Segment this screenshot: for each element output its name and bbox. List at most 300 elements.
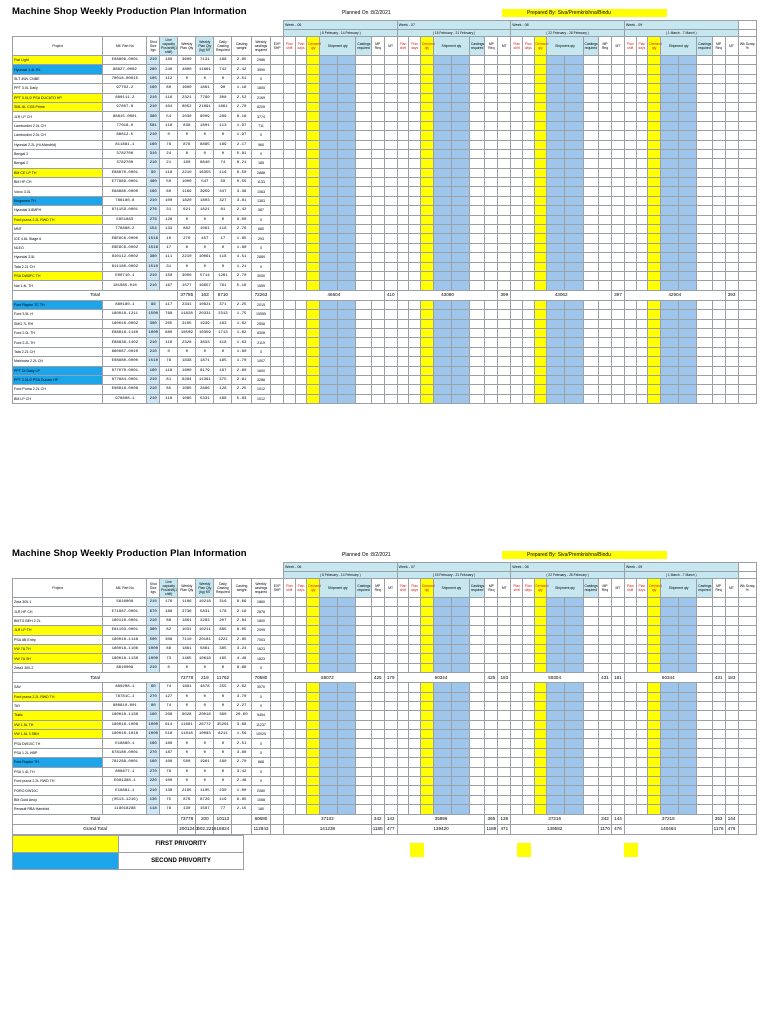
project-name: VW 7A TH <box>13 644 103 653</box>
week-cell <box>433 357 451 366</box>
weekly-plan-qty: 0 <box>178 767 196 776</box>
week-cell <box>371 692 384 701</box>
daily-casting: 308 <box>214 93 232 102</box>
daily-casting: 188 <box>214 56 232 65</box>
week-cell <box>356 243 371 252</box>
week-cell <box>284 711 296 720</box>
total-value: 60680 <box>251 814 270 824</box>
part-number: E081388-1 <box>103 777 147 786</box>
week-cell <box>469 366 484 375</box>
week-cell <box>648 805 661 814</box>
week-cell <box>295 84 307 93</box>
week-cell <box>384 607 397 616</box>
week-cell <box>712 758 725 767</box>
week-cell <box>636 140 648 149</box>
week-cell <box>611 225 624 234</box>
week-cell <box>599 149 612 158</box>
week-cell <box>648 663 661 672</box>
week-cell <box>511 328 523 337</box>
week-total-sub: 1170 <box>599 824 612 834</box>
casting-weight: 2.15 <box>232 805 251 814</box>
column-header: Weekly castings required <box>251 37 270 56</box>
casting-weight: 2.25 <box>232 300 251 309</box>
week-cell <box>371 225 384 234</box>
column-header: Project <box>13 37 103 56</box>
week-cell <box>284 607 296 616</box>
week-cell <box>611 375 624 384</box>
table-row <box>13 74 757 83</box>
week-cell <box>338 711 356 720</box>
week-cell <box>433 243 451 252</box>
table-row <box>13 319 757 328</box>
week-cell <box>469 777 484 786</box>
week-cell <box>284 626 296 635</box>
week-cell <box>371 112 384 121</box>
week-cell <box>433 347 451 356</box>
line-capacity: 10 <box>160 234 178 243</box>
week-cell <box>511 607 523 616</box>
scrap-cell <box>738 635 756 644</box>
week-sub-header: Castings required <box>356 579 371 598</box>
week-cell <box>295 394 307 403</box>
table-row <box>13 635 757 644</box>
week-cell <box>433 385 451 394</box>
week-cell <box>565 375 583 384</box>
daily-casting: 0 <box>214 692 232 701</box>
exp-shp <box>271 121 284 130</box>
week-cell <box>725 262 738 271</box>
weekly-plan-kg: 0 <box>196 767 214 776</box>
week-cell <box>451 758 469 767</box>
week-cell <box>583 253 598 262</box>
week-cell <box>511 692 523 701</box>
week-cell <box>611 635 624 644</box>
header-week-row <box>13 563 757 572</box>
week-cell <box>384 338 397 347</box>
scrap-cell <box>738 711 756 720</box>
week-cell <box>511 225 523 234</box>
week-cell <box>284 635 296 644</box>
week-cell <box>420 253 433 262</box>
week-cell <box>522 338 534 347</box>
week-cell <box>661 598 679 607</box>
week-cell <box>611 310 624 319</box>
total-value: 73778 <box>178 814 196 824</box>
week-cell <box>384 683 397 692</box>
week-cell <box>697 271 712 280</box>
week-cell <box>547 357 565 366</box>
week-cell <box>307 654 320 663</box>
week-cell <box>611 319 624 328</box>
week-cell <box>433 74 451 83</box>
week-cell <box>697 730 712 739</box>
week-cell <box>307 215 320 224</box>
week-cell <box>498 206 511 215</box>
week-cell <box>697 739 712 748</box>
shot-size: 210 <box>147 786 160 795</box>
week-cell <box>409 366 421 375</box>
week-cell <box>469 310 484 319</box>
legend-label: SECOND PRIVORITY <box>119 853 244 870</box>
part-number: 180018-1138 <box>103 711 147 720</box>
week-cell <box>636 711 648 720</box>
week-cell <box>661 131 679 140</box>
week-cell <box>433 683 451 692</box>
week-cell <box>679 102 697 111</box>
weekly-plan-qty: 621 <box>178 206 196 215</box>
week-cell <box>599 730 612 739</box>
week-cell <box>295 74 307 83</box>
week-cell <box>636 178 648 187</box>
week-cell <box>712 178 725 187</box>
column-header: Daily Casting Required <box>214 37 232 56</box>
week-total: 139582 <box>511 824 599 834</box>
week-cell <box>679 748 697 757</box>
daily-casting: 0 <box>214 748 232 757</box>
daily-casting: 371 <box>214 300 232 309</box>
table-row <box>13 777 757 786</box>
week-cell <box>583 102 598 111</box>
week-cell <box>397 616 409 625</box>
weekly-castings: 10555 <box>251 310 270 319</box>
week-cell <box>712 683 725 692</box>
table-row <box>13 795 757 804</box>
week-cell <box>371 598 384 607</box>
week-cell <box>712 121 725 130</box>
week-cell <box>295 748 307 757</box>
week-cell <box>712 635 725 644</box>
week-cell <box>284 168 296 177</box>
week-cell <box>338 394 356 403</box>
week-cell <box>320 140 338 149</box>
week-cell <box>547 243 565 252</box>
weekly-plan-qty: 130 <box>178 805 196 814</box>
table-row <box>13 767 757 776</box>
week-cell <box>420 663 433 672</box>
week-cell <box>547 168 565 177</box>
week-cell <box>511 805 523 814</box>
week-cell <box>679 758 697 767</box>
project-name: VW 1.5L TH <box>13 720 103 729</box>
week-cell <box>498 300 511 309</box>
week-cell <box>469 131 484 140</box>
week-cell <box>284 112 296 121</box>
scrap-cell <box>738 215 756 224</box>
casting-weight: 3.68 <box>232 720 251 729</box>
week-cell <box>356 206 371 215</box>
weekly-plan-qty: 0 <box>178 748 196 757</box>
prepared-by-banner: Prepared By: Siva/Premkrishna/Bindu <box>502 9 667 17</box>
week-cell <box>338 644 356 653</box>
week-cell <box>522 663 534 672</box>
week-cell <box>534 767 547 776</box>
week-cell <box>511 598 523 607</box>
week-cell <box>338 271 356 280</box>
table-row <box>13 178 757 187</box>
week-cell <box>485 739 498 748</box>
week-cell <box>451 140 469 149</box>
week-cell <box>522 385 534 394</box>
week-cell <box>636 310 648 319</box>
week-cell <box>547 730 565 739</box>
week-cell <box>522 215 534 224</box>
casting-weight: 1.60 <box>232 347 251 356</box>
week-cell <box>661 271 679 280</box>
week-cell <box>498 168 511 177</box>
week-cell <box>284 215 296 224</box>
week-cell <box>409 777 421 786</box>
weekly-plan-kg: 10218 <box>196 598 214 607</box>
week-cell <box>307 93 320 102</box>
week-cell <box>433 777 451 786</box>
week-cell <box>511 253 523 262</box>
week-cell <box>498 739 511 748</box>
week-cell <box>469 805 484 814</box>
week-cell <box>522 319 534 328</box>
week-cell <box>498 654 511 663</box>
week-cell <box>611 701 624 710</box>
week-cell <box>371 243 384 252</box>
week-cell <box>295 159 307 168</box>
week-cell <box>511 663 523 672</box>
week-cell <box>725 385 738 394</box>
week-sub-header: MT <box>384 579 397 598</box>
week-cell <box>648 720 661 729</box>
week-cell <box>565 644 583 653</box>
weekly-castings: 185 <box>251 159 270 168</box>
week-cell <box>522 271 534 280</box>
week-cell <box>485 253 498 262</box>
casting-weight: 2.42 <box>232 65 251 74</box>
week-cell <box>384 121 397 130</box>
week-cell <box>511 644 523 653</box>
week-cell <box>697 187 712 196</box>
week-cell <box>284 253 296 262</box>
week-total: 37216 <box>624 814 712 824</box>
week-cell <box>611 131 624 140</box>
week-total: 43080 <box>397 290 498 300</box>
scrap-cell <box>738 74 756 83</box>
casting-weight: 5.18 <box>232 281 251 290</box>
week-cell <box>469 692 484 701</box>
week-cell <box>583 187 598 196</box>
shot-size: 310 <box>147 149 160 158</box>
week-cell <box>534 375 547 384</box>
week-cell <box>371 300 384 309</box>
table-row <box>13 121 757 130</box>
week-cell <box>547 149 565 158</box>
week-cell <box>661 644 679 653</box>
week-cell <box>469 683 484 692</box>
week-cell <box>679 187 697 196</box>
line-capacity: 0 <box>160 663 178 672</box>
week-cell <box>697 767 712 776</box>
part-number: (0513-1216) <box>103 795 147 804</box>
week-cell <box>338 319 356 328</box>
week-cell <box>697 140 712 149</box>
daily-casting: 0 <box>214 663 232 672</box>
week-cell <box>624 758 636 767</box>
week-cell <box>599 206 612 215</box>
week-cell <box>371 234 384 243</box>
week-cell <box>295 319 307 328</box>
week-cell <box>599 84 612 93</box>
week-cell <box>295 56 307 65</box>
scrap-cell <box>738 310 756 319</box>
week-cell <box>409 692 421 701</box>
week-header: Week - 08 <box>511 21 625 30</box>
week-cell <box>534 56 547 65</box>
daily-casting: 742 <box>214 65 232 74</box>
week-cell <box>356 394 371 403</box>
week-cell <box>679 786 697 795</box>
week-cell <box>583 338 598 347</box>
week-cell <box>565 159 583 168</box>
week-cell <box>679 328 697 337</box>
week-cell <box>469 720 484 729</box>
weekly-plan-kg: 4878 <box>196 683 214 692</box>
week-cell <box>611 187 624 196</box>
scrap-cell <box>738 131 756 140</box>
week-cell <box>451 310 469 319</box>
week-cell <box>565 168 583 177</box>
week-sub-header: Plan days <box>295 579 307 598</box>
week-cell <box>697 234 712 243</box>
week-cell <box>599 357 612 366</box>
scrap-cell <box>738 112 756 121</box>
shot-size: 160 <box>147 711 160 720</box>
weekly-plan-kg: 1871 <box>196 357 214 366</box>
week-cell <box>679 253 697 262</box>
week-sub-header: Shipment qty <box>433 37 469 56</box>
planned-on-date: Planned On :8/2/2021 <box>342 10 391 16</box>
week-cell <box>498 644 511 653</box>
weekly-castings: 10029 <box>251 730 270 739</box>
total-value: 10113 <box>214 814 232 824</box>
week-cell <box>307 739 320 748</box>
week-cell <box>485 616 498 625</box>
week-cell <box>599 310 612 319</box>
week-cell <box>712 84 725 93</box>
week-cell <box>661 375 679 384</box>
week-cell <box>624 385 636 394</box>
week-cell <box>547 262 565 271</box>
line-capacity: 187 <box>160 748 178 757</box>
week-cell <box>624 102 636 111</box>
week-cell <box>522 777 534 786</box>
week-cell <box>712 805 725 814</box>
week-cell <box>384 225 397 234</box>
week-cell <box>697 663 712 672</box>
table-row <box>13 140 757 149</box>
week-cell <box>534 243 547 252</box>
scrap-cell <box>738 824 756 834</box>
week-cell <box>599 168 612 177</box>
week-cell <box>320 271 338 280</box>
weekly-plan-kg: 9009 <box>196 112 214 121</box>
week-cell <box>661 310 679 319</box>
week-cell <box>420 777 433 786</box>
week-cell <box>725 720 738 729</box>
week-cell <box>583 65 598 74</box>
casting-weight: 2.42 <box>232 206 251 215</box>
header-spacer <box>13 21 284 30</box>
weekly-castings: 1133 <box>251 178 270 187</box>
week-cell <box>697 159 712 168</box>
week-cell <box>397 730 409 739</box>
week-cell <box>636 93 648 102</box>
week-cell <box>725 215 738 224</box>
week-cell <box>648 607 661 616</box>
week-total-sub: 353 <box>712 814 725 824</box>
week-cell <box>565 598 583 607</box>
week-cell <box>624 805 636 814</box>
week-cell <box>534 168 547 177</box>
week-cell <box>469 644 484 653</box>
week-cell <box>624 262 636 271</box>
total-value: 11762 <box>214 673 232 683</box>
week-cell <box>611 112 624 121</box>
week-cell <box>611 281 624 290</box>
daily-casting: 230 <box>214 786 232 795</box>
week-cell <box>433 149 451 158</box>
exp-shp <box>271 739 284 748</box>
week-cell <box>547 654 565 663</box>
project-name: PSA DW8FC TH <box>13 271 103 280</box>
week-cell <box>451 375 469 384</box>
week-cell <box>599 598 612 607</box>
week-cell <box>320 112 338 121</box>
project-name: BM Gold Aeoy <box>13 795 103 804</box>
week-sub-header: Demand qty <box>534 37 547 56</box>
week-cell <box>451 730 469 739</box>
shot-size: 160 <box>147 758 160 767</box>
week-cell <box>636 65 648 74</box>
week-cell <box>384 93 397 102</box>
weekly-plan-qty: 876 <box>178 140 196 149</box>
week-cell <box>469 271 484 280</box>
week-cell <box>565 112 583 121</box>
weekly-plan-qty: 1085 <box>178 385 196 394</box>
week-cell <box>420 739 433 748</box>
table-row <box>13 56 757 65</box>
week-cell <box>679 357 697 366</box>
shot-size: 1516 <box>147 243 160 252</box>
week-cell <box>451 805 469 814</box>
week-cell <box>433 56 451 65</box>
week-cell <box>636 394 648 403</box>
week-cell <box>522 234 534 243</box>
week-cell <box>624 626 636 635</box>
week-cell <box>498 701 511 710</box>
week-cell <box>565 607 583 616</box>
week-sub-header: MP Req <box>485 37 498 56</box>
week-cell <box>648 375 661 384</box>
weekly-castings: 11237 <box>251 720 270 729</box>
week-cell <box>565 328 583 337</box>
daily-casting: 781 <box>214 281 232 290</box>
week-cell <box>599 748 612 757</box>
shot-size: 300 <box>147 319 160 328</box>
week-cell <box>433 253 451 262</box>
week-cell <box>725 739 738 748</box>
week-cell <box>469 347 484 356</box>
week-cell <box>648 338 661 347</box>
week-cell <box>356 683 371 692</box>
week-total: 37216 <box>511 814 599 824</box>
week-cell <box>320 206 338 215</box>
week-cell <box>636 206 648 215</box>
